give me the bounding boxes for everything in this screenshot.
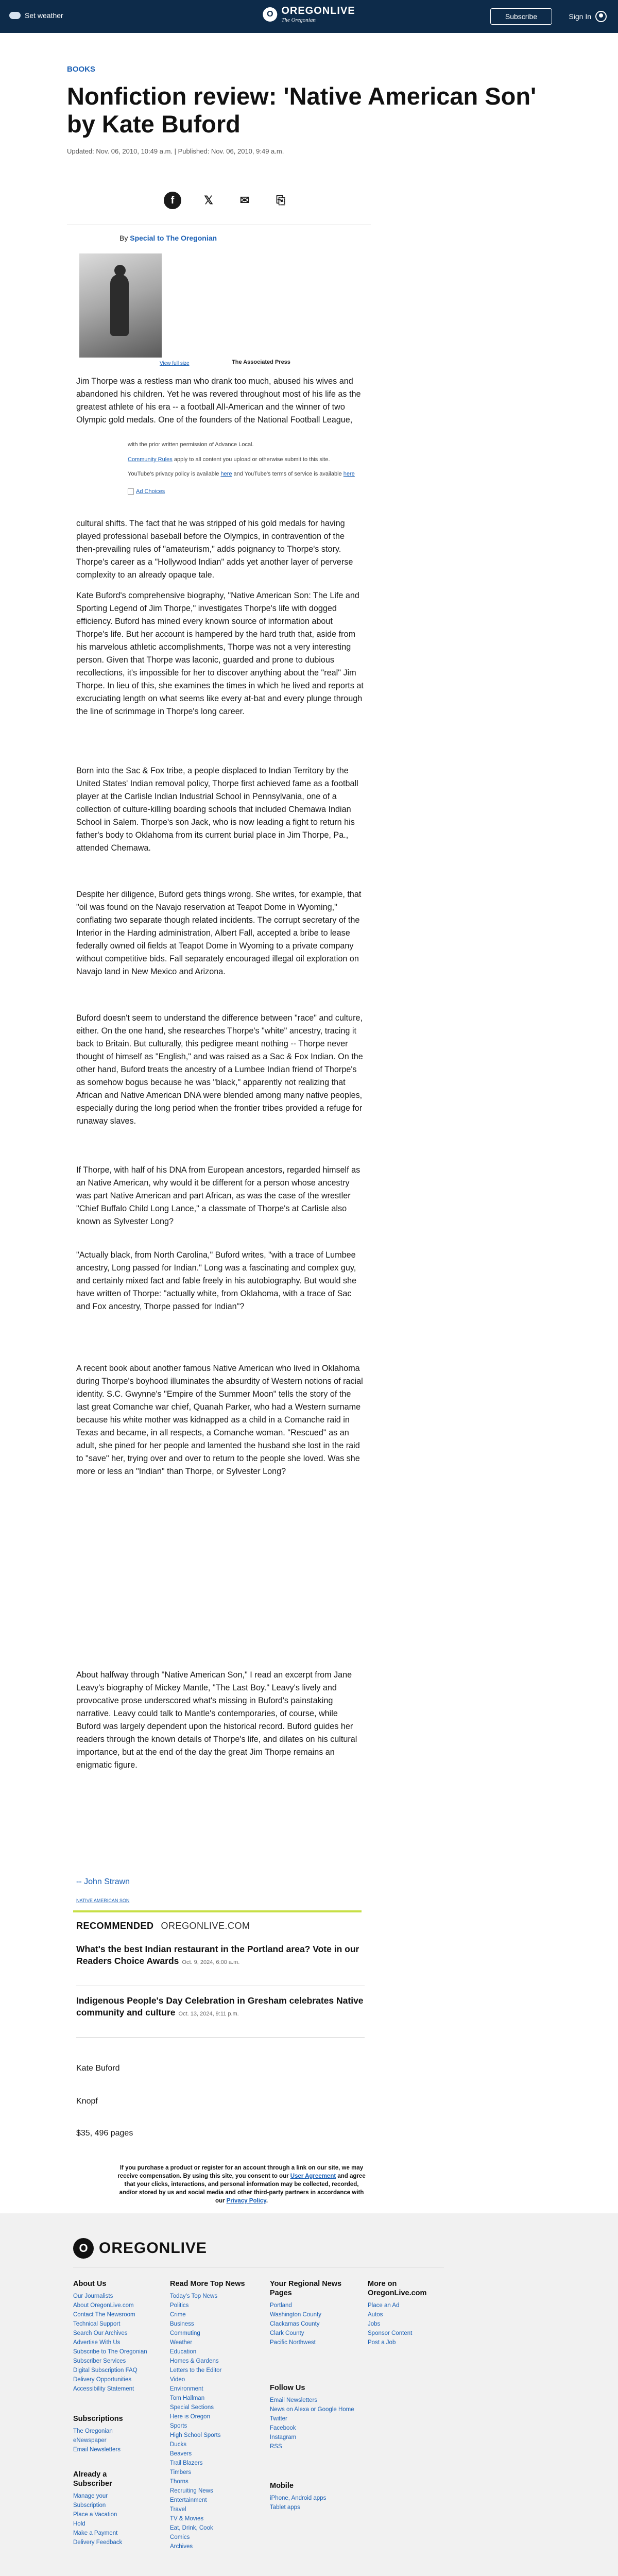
- footer-link[interactable]: Post a Job: [368, 2340, 396, 2346]
- footer-link[interactable]: Recruiting News: [170, 2488, 213, 2494]
- footer-link[interactable]: Place a Vacation Hold: [73, 2512, 117, 2527]
- footer-link[interactable]: Autos: [368, 2312, 383, 2318]
- divider: [76, 2037, 365, 2038]
- recommended-item-date: Oct. 9, 2024, 6:00 a.m.: [182, 1959, 240, 1965]
- logo-o-icon: O: [263, 7, 277, 22]
- footer-link[interactable]: Digital Subscription FAQ: [73, 2367, 138, 2374]
- footer-column-title: More on OregonLive.com: [368, 2280, 427, 2297]
- youtube-text: and YouTube's terms of service is available: [232, 471, 344, 477]
- book-price-pages: $35, 496 pages: [76, 2129, 133, 2138]
- byline-author-link[interactable]: Special to The Oregonian: [130, 234, 217, 242]
- weather-widget[interactable]: [9, 11, 63, 20]
- footer-link[interactable]: Pacific Northwest: [270, 2340, 316, 2346]
- footer-column-title: Already a Subscriber: [73, 2470, 112, 2488]
- footer-column-title: Follow Us: [270, 2384, 305, 2392]
- community-rules-text: apply to all content you upload or otherwise submit to this site.: [172, 456, 330, 463]
- site-footer: [0, 2213, 618, 2576]
- article-paragraph: "Actually black, from North Carolina," Buford writes, "with a trace of Lumbee ancestry, Long passed for Indian." Long was a fascinating and complex guy, and certainly mixed fact and fable freely in his autobiography. But would she have written of Thorpe: "actually white, from Oklahoma, with a trace of Sac and Fox ancestry, Thorpe passed for Indian"?: [76, 1250, 357, 1311]
- sign-in-button[interactable]: [558, 8, 607, 25]
- footer-more-column: [368, 2279, 445, 2347]
- disclaimer-text: .: [266, 2198, 268, 2204]
- footer-link[interactable]: Tablet apps: [270, 2504, 300, 2511]
- footer-link[interactable]: Commuting: [170, 2330, 200, 2336]
- footer-about-column: [73, 2279, 161, 2394]
- section-label[interactable]: BOOKS: [67, 65, 96, 74]
- footer-link[interactable]: News on Alexa or Google Home: [270, 2406, 354, 2413]
- broken-image-icon: [128, 488, 134, 495]
- footer-link[interactable]: Business: [170, 2321, 194, 2327]
- weather-label: Set weather: [25, 11, 63, 20]
- footer-link[interactable]: Today's Top News: [170, 2293, 218, 2299]
- article-tag-link[interactable]: NATIVE AMERICAN SON: [76, 1898, 130, 1903]
- logo-text: OREGONLIVE: [281, 5, 355, 16]
- footer-link[interactable]: Tom Hallman: [170, 2395, 205, 2401]
- subscribe-button[interactable]: Subscribe: [490, 8, 552, 25]
- footer-link[interactable]: Search Our Archives: [73, 2330, 128, 2336]
- site-logo[interactable]: [263, 5, 355, 23]
- footer-link[interactable]: Place an Ad: [368, 2302, 400, 2309]
- community-rules-link[interactable]: Community Rules: [128, 456, 173, 463]
- logo-o-icon: O: [73, 2238, 94, 2259]
- footer-link[interactable]: Make a Payment: [73, 2530, 118, 2536]
- recommended-item-title: Indigenous People's Day Celebration in Gresham celebrates Native community and culture: [76, 1995, 364, 2018]
- article-paragraph: Despite her diligence, Buford gets things wrong. She writes, for example, that "oil was found on the Navajo reservation at Teapot Dome in Wyoming," conflating two separate though related incidents. The corrupt secretary of the Interior in the Harding administration, Albert Fall, accepted a bribe to lease federally owned oil fields at Teapot Dome in Wyoming to a private company without competitive bids. Fall separately encouraged illegal oil exploration on Navajo land in New Mexico and Arizona.: [76, 890, 362, 976]
- article-paragraph: Born into the Sac & Fox tribe, a people displaced to Indian Territory by the United States' Indian removal policy, Thorpe first achieved fame as a football player at the Carlisle Indian Industrial School in Pennsylvania, one of a collection of culture-killing boarding schools that included Chemawa Indian School in Salem. Thorpe's son Jack, who is now leading a fight to return his father's body to Oklahoma from its current burial place in Jim Thorpe, Pa., attended Chemawa.: [76, 766, 358, 853]
- footer-subscriptions-column: [73, 2414, 161, 2454]
- byline: [119, 234, 217, 242]
- footer-link[interactable]: Trail Blazers: [170, 2460, 203, 2466]
- footer-logo-text: OREGONLIVE: [99, 2240, 208, 2257]
- footer-link[interactable]: Accessibility Statement: [73, 2386, 134, 2392]
- byline-prefix: By: [119, 234, 128, 242]
- ad-choices-image[interactable]: [128, 488, 165, 495]
- footer-column-title: Mobile: [270, 2482, 294, 2490]
- view-full-size-link[interactable]: View full size: [160, 361, 190, 366]
- disclaimer-text: and agree that your clicks, interactions, and personal information may be collected, recorded, and/or stored by us and social media and other third-party partners in accordance with our: [119, 2173, 366, 2204]
- footer-link[interactable]: Email Newsletters: [270, 2397, 318, 2403]
- footer-column-title: Read More Top News: [170, 2280, 245, 2288]
- article-photo: [79, 253, 162, 358]
- footer-link[interactable]: Homes & Gardens: [170, 2358, 219, 2364]
- article-paragraph: cultural shifts. The fact that he was stripped of his gold medals for having played professional baseball before the Olympics, in contravention of the then-prevailing rules of "amateurism," adds poignancy to Thorpe's story. Thorpe's career as a "Hollywood Indian" adds yet another layer of perverse complexity to an already opaque tale.: [76, 519, 353, 580]
- footer-column-title: Subscriptions: [73, 2415, 123, 2423]
- footer-link[interactable]: Travel: [170, 2506, 186, 2513]
- logo-subtitle: The Oregonian: [281, 17, 316, 23]
- footer-link[interactable]: Subscribe to The Oregonian: [73, 2349, 147, 2355]
- footer-link[interactable]: Ducks: [170, 2442, 186, 2448]
- book-publisher: Knopf: [76, 2097, 98, 2106]
- footer-link[interactable]: Letters to the Editor: [170, 2367, 222, 2374]
- footer-link[interactable]: Subscriber Services: [73, 2358, 126, 2364]
- footer-link[interactable]: Jobs: [368, 2321, 381, 2327]
- footer-link[interactable]: Special Sections: [170, 2404, 214, 2411]
- article-dateline: Updated: Nov. 06, 2010, 10:49 a.m. | Published: Nov. 06, 2010, 9:49 a.m.: [67, 147, 284, 155]
- youtube-text: YouTube's privacy policy is available: [128, 471, 221, 477]
- footer-link[interactable]: eNewspaper: [73, 2437, 107, 2444]
- footer-link[interactable]: Twitter: [270, 2416, 287, 2422]
- footer-link[interactable]: The Oregonian: [73, 2428, 113, 2434]
- footer-link[interactable]: Thorns: [170, 2479, 188, 2485]
- photo-figure-body: [110, 274, 129, 336]
- sign-in-label: Sign In: [569, 12, 591, 21]
- footer-link[interactable]: Portland: [270, 2302, 292, 2309]
- email-icon[interactable]: ✉: [239, 194, 250, 207]
- article-signoff: -- John Strawn: [76, 1877, 130, 1886]
- recommended-item[interactable]: [76, 1995, 365, 2020]
- article-paragraph: Kate Buford's comprehensive biography, "Native American Son: The Life and Sporting Legend of Jim Thorpe," investigates Thorpe's life with dogged efficiency. Buford has mined every known source of information about Thorpe's life. But her account is hampered by the hard truth that, aside from his marvelous athletic accomplishments, Thorpe was not a very interesting person. Given that Thorpe was laconic, guarded and prone to dubious recollections, it's impossible for her to discover anything about the "real" Jim Thorpe. In lieu of this, she examines the times in which he lived and reports at excruciating length on what seems like every at-bat and every plunge through the line of scrimmage in Thorpe's long career.: [76, 591, 364, 716]
- user-agreement-link[interactable]: User Agreement: [290, 2173, 336, 2179]
- footer-link[interactable]: Advertise With Us: [73, 2340, 121, 2346]
- footer-link[interactable]: Crime: [170, 2312, 186, 2318]
- footer-link[interactable]: Politics: [170, 2302, 189, 2309]
- footer-link[interactable]: Instagram: [270, 2434, 297, 2441]
- article-paragraph: A recent book about another famous Native American who lived in Oklahoma during Thorpe's boyhood illuminates the absurdity of Western notions of racial identity. S.C. Gwynne's "Empire of the Summer Moon" tells the story of the last great Comanche war chief, Quanah Parker, who had a Western surname because his white mother was kidnapped as a child in a Comanche raid in Texas and became, in all respects, a Comanche woman. "Rescued" as an adult, she pined for her people and lamented the husband she lost in the raid to "save" her, trying over and over to return to the people she loved. Was she more or less an "Indian" than Thorpe, or Sylvester Long?: [76, 1364, 363, 1476]
- ad-choices-label: Ad Choices: [136, 488, 165, 495]
- footer-link[interactable]: Our Journalists: [73, 2293, 113, 2299]
- footer-link[interactable]: Facebook: [270, 2425, 296, 2431]
- youtube-privacy-link[interactable]: here: [220, 471, 232, 477]
- footer-link[interactable]: Weather: [170, 2340, 193, 2346]
- footer-link[interactable]: Entertainment: [170, 2497, 207, 2503]
- footer-mobile-column: [270, 2481, 357, 2512]
- footer-link[interactable]: Clark County: [270, 2330, 304, 2336]
- page-title: Nonfiction review: 'Native American Son' by Kate Buford: [67, 82, 537, 138]
- footer-column-title: About Us: [73, 2280, 107, 2288]
- recommended-item[interactable]: [76, 1943, 365, 1969]
- footer-link[interactable]: Washington County: [270, 2312, 321, 2318]
- recommended-header: [76, 1921, 250, 1931]
- permission-note: with the prior written permission of Advance Local.: [128, 442, 254, 448]
- footer-follow-column: [270, 2383, 357, 2451]
- footer-link[interactable]: Beavers: [170, 2451, 192, 2457]
- footer-link[interactable]: TV & Movies: [170, 2516, 204, 2522]
- community-rules-note: [128, 456, 330, 463]
- footer-column-title: Your Regional News Pages: [270, 2280, 342, 2297]
- facebook-icon[interactable]: f: [164, 192, 181, 209]
- footer-regional-column: [270, 2279, 357, 2347]
- footer-link[interactable]: Video: [170, 2377, 185, 2383]
- privacy-policy-link[interactable]: Privacy Policy: [226, 2198, 266, 2204]
- footer-link[interactable]: Environment: [170, 2386, 203, 2392]
- youtube-terms-link[interactable]: here: [343, 471, 355, 477]
- recommended-item-title: What's the best Indian restaurant in the Portland area? Vote in our Readers Choice Awards: [76, 1944, 359, 1966]
- share-toolbar: [164, 192, 289, 209]
- footer-link[interactable]: Clackamas County: [270, 2321, 320, 2327]
- article-paragraph: Jim Thorpe was a restless man who drank too much, abused his wives and abandoned his children. Yet he was revered throughout most of his life as the greatest athlete of his era -- a football All-American and the winner of two Olympic gold medals. One of the founders of the National Football League,: [76, 377, 361, 425]
- footer-link[interactable]: About OregonLive.com: [73, 2302, 134, 2309]
- footer-link[interactable]: Timbers: [170, 2469, 192, 2476]
- photo-credit: The Associated Press: [232, 359, 290, 365]
- footer-link[interactable]: Delivery Feedback: [73, 2539, 123, 2546]
- footer-link[interactable]: Eat, Drink, Cook: [170, 2525, 213, 2531]
- top-navigation-bar: [0, 0, 618, 33]
- footer-link[interactable]: Delivery Opportunities: [73, 2377, 132, 2383]
- footer-link[interactable]: Here is Oregon: [170, 2414, 210, 2420]
- footer-link[interactable]: High School Sports: [170, 2432, 221, 2438]
- user-icon: [595, 11, 607, 22]
- footer-link[interactable]: Email Newsletters: [73, 2447, 121, 2453]
- footer-link[interactable]: Sponsor Content: [368, 2330, 413, 2336]
- footer-link[interactable]: RSS: [270, 2444, 282, 2450]
- recommended-source: OREGONLIVE.COM: [161, 1921, 250, 1931]
- recommended-accent-bar: [73, 1910, 362, 1912]
- footer-read-more-column: [170, 2279, 258, 2551]
- article-paragraph: About halfway through "Native American Son," I read an excerpt from Jane Leavy's biography of Mickey Mantle, "The Last Boy." Leavy's lively and provocative prose underscored what's missing in Buford's painstaking narrative. Leavy could talk to Mantle's contemporaries, of course, while Buford was largely dependent upon the historical record. Buford guides her readers through the known details of Thorpe's life, and dilates on his cultural importance, but at the end of the day the great Jim Thorpe remains an enigmatic figure.: [76, 1670, 357, 1770]
- recommended-label: RECOMMENDED: [76, 1921, 154, 1931]
- footer-link[interactable]: Manage your Subscription: [73, 2493, 108, 2509]
- footer-link[interactable]: Archives: [170, 2544, 193, 2550]
- recommended-item-date: Oct. 13, 2024, 9:11 p.m.: [178, 2011, 239, 2017]
- article-paragraph: Buford doesn't seem to understand the difference between "race" and culture, either. On the one hand, she researches Thorpe's "white" ancestry, tracing it back to Britain. But culturally, this pedigree meant nothing -- Thorpe never thought of himself as "English," and was raised as a Sac & Fox Indian. On the other hand, Buford treats the ancestry of a Lumbee Indian friend of Thorpe's as somehow bogus because he was "black," apparently not realizing that African and Native American DNA were blended among many native peoples, especially during the long period when the frontier tribes provided a refuge for runaway slaves.: [76, 1013, 363, 1126]
- footer-logo[interactable]: [73, 2238, 207, 2259]
- bookmark-icon[interactable]: ⎘: [276, 194, 285, 207]
- footer-link[interactable]: Comics: [170, 2534, 190, 2540]
- affiliate-disclaimer: [115, 2164, 368, 2205]
- book-author: Kate Buford: [76, 2064, 120, 2073]
- footer-link[interactable]: Sports: [170, 2423, 187, 2429]
- footer-link[interactable]: Education: [170, 2349, 197, 2355]
- article-paragraph: If Thorpe, with half of his DNA from European ancestors, regarded himself as an Native American, why would it be different for a person whose ancestry was part Native American and part African, as was the case of the wrestler "Chief Buffalo Child Long Lance," a classmate of Thorpe's at Carlisle also known as Sylvester Long?: [76, 1165, 360, 1226]
- footer-link[interactable]: Technical Support: [73, 2321, 121, 2327]
- footer-link[interactable]: iPhone, Android apps: [270, 2495, 327, 2501]
- disclaimer-text: If you purchase a product or register for an account through a link on our site, we may receive compensation. By using this site, you consent to our: [117, 2165, 364, 2179]
- footer-already-subscriber-column: [73, 2470, 130, 2547]
- x-twitter-icon[interactable]: 𝕏: [204, 194, 213, 207]
- cloud-icon: [9, 12, 21, 19]
- footer-link[interactable]: Contact The Newsroom: [73, 2312, 135, 2318]
- youtube-policy-note: [128, 471, 355, 477]
